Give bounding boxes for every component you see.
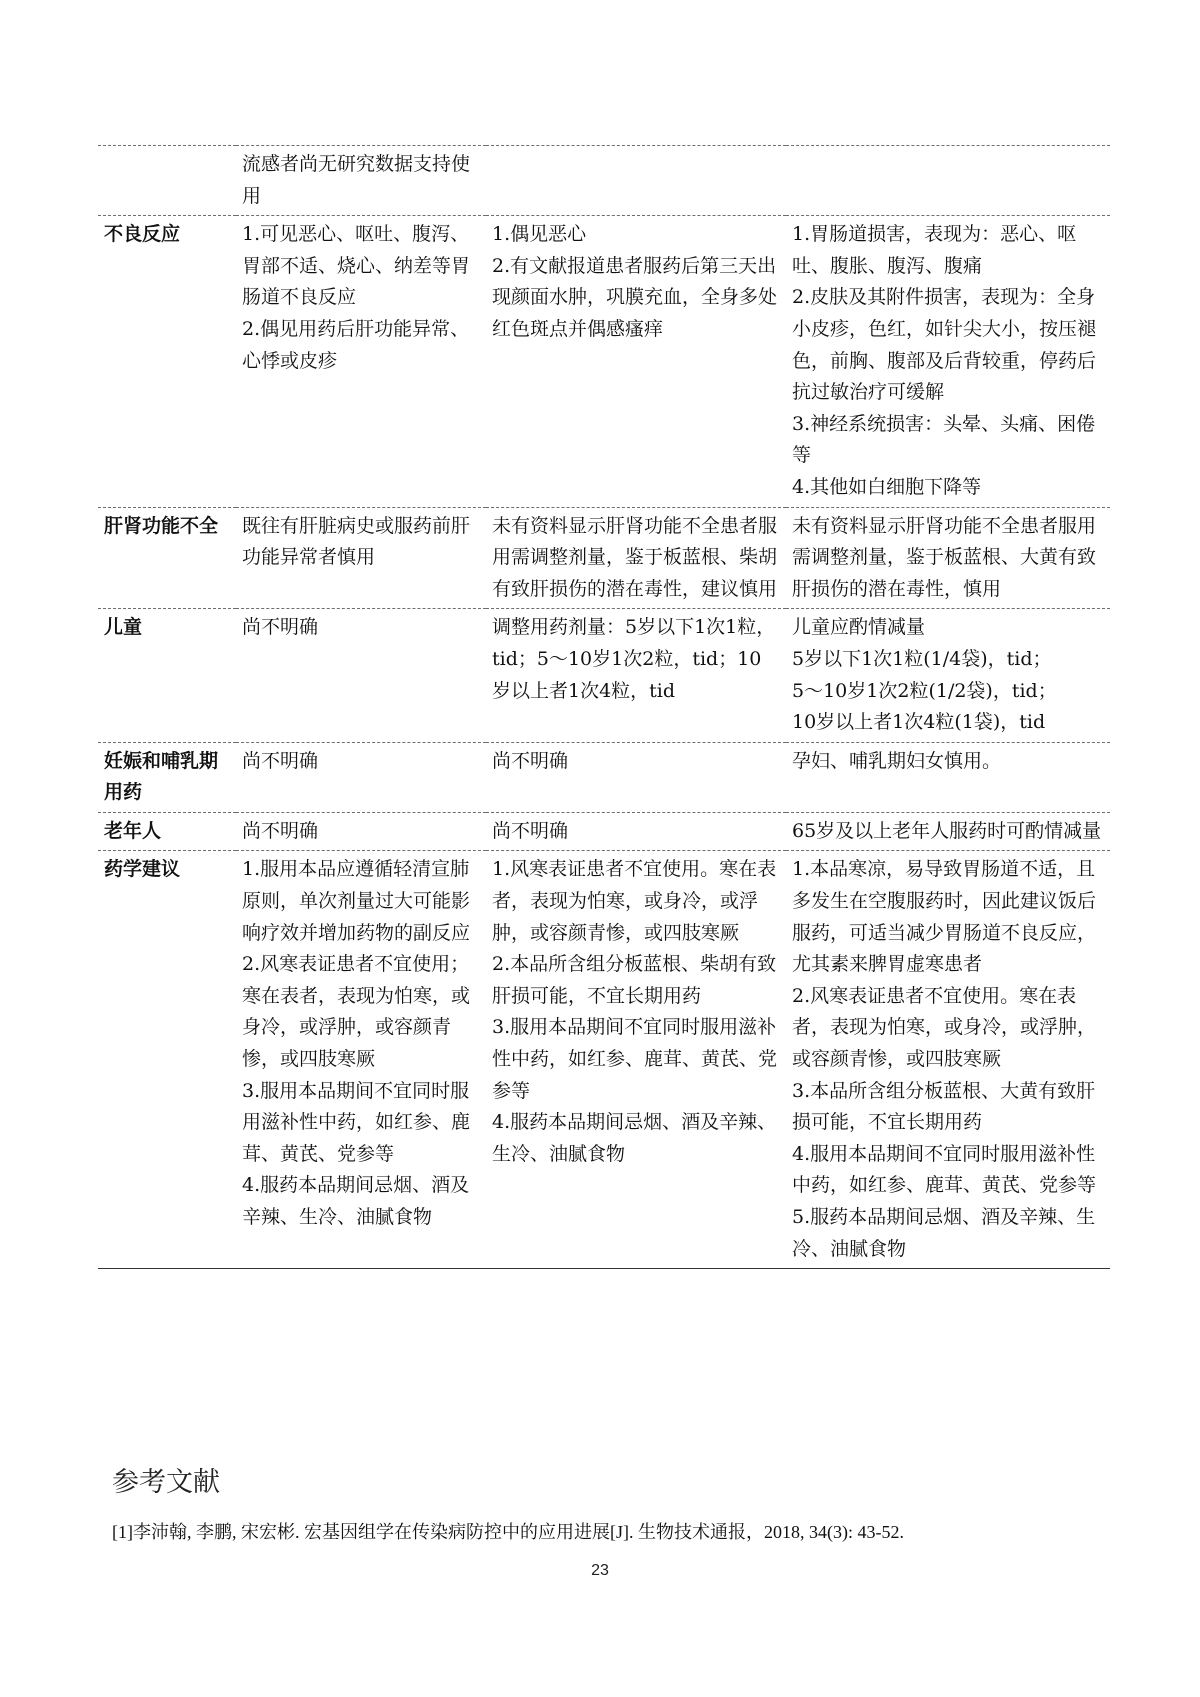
table-cell [786, 146, 1110, 216]
cell-text: 3.本品所含组分板蓝根、大黄有致肝损可能，不宜长期用药 [792, 1079, 1096, 1134]
table-cell [236, 146, 486, 216]
row-label: 儿童 [98, 609, 236, 742]
drug-comparison-table [98, 145, 1110, 1269]
table-cell [236, 507, 486, 609]
table-row [98, 609, 1110, 742]
cell-text: 3.服用本品期间不宜同时服用滋补性中药，如红参、鹿茸、黄芪、党参等 [242, 1079, 471, 1165]
cell-text: 2.偶见用药后肝功能异常、心悸或皮疹 [242, 317, 470, 372]
table-cell [236, 742, 486, 812]
cell-text: 未有资料显示肝肾功能不全患者服用需调整剂量，鉴于板蓝根、大黄有致肝损伤的潜在毒性，慎用 [792, 514, 1097, 600]
table-row [98, 742, 1110, 812]
cell-text: 1.胃肠道损害，表现为：恶心、呕吐、腹胀、腹泻、腹痛 [792, 223, 1077, 277]
cell-text: 5～10岁1次2粒(1/2袋)，tid； [792, 679, 1057, 702]
cell-text: 4.服用本品期间不宜同时服用滋补性中药，如红参、鹿茸、黄芪、党参等 [792, 1142, 1097, 1197]
reference-item: [1]李沛翰, 李鹏, 宋宏彬. 宏基因组学在传染病防控中的应用进展[J]. 生物技术通报，2018, 34(3): 43-52. [112, 1522, 904, 1542]
table-cell [786, 742, 1110, 812]
row-label: 药学建议 [98, 851, 236, 1269]
cell-text: 儿童应酌情减量 [792, 616, 926, 639]
table-cell [486, 851, 786, 1269]
table-row [98, 146, 1110, 216]
table-cell [486, 609, 786, 742]
table-cell [786, 609, 1110, 742]
cell-text: 2.风寒表证患者不宜使用；寒在表者，表现为怕寒，或身冷，或浮肿，或容颜青惨，或四肢寒厥 [242, 953, 471, 1071]
row-label: 肝肾功能不全 [98, 507, 236, 609]
cell-text: 尚不明确 [492, 749, 569, 772]
table-cell [486, 216, 786, 507]
cell-text: 既往有肝脏病史或服药前肝功能异常者慎用 [242, 514, 471, 569]
references-heading: 参考文献 [112, 1467, 220, 1498]
table-cell [486, 812, 786, 851]
table-cell [786, 851, 1110, 1269]
table-cell [236, 812, 486, 851]
cell-text: 1.偶见恶心 [492, 223, 587, 246]
cell-text: 4.服药本品期间忌烟、酒及辛辣、生冷、油腻食物 [242, 1174, 470, 1228]
cell-text: 5岁以下1次1粒(1/4袋)，tid； [792, 647, 1052, 670]
table-row [98, 507, 1110, 609]
cell-text: 2.本品所含组分板蓝根、柴胡有致肝损可能，不宜长期用药 [492, 953, 777, 1007]
cell-text: 孕妇、哺乳期妇女慎用。 [792, 749, 1002, 772]
cell-text: 65岁及以上老年人服药时可酌情减量 [792, 819, 1102, 842]
row-label: 不良反应 [98, 216, 236, 507]
cell-text: 3.神经系统损害：头晕、头痛、困倦等 [792, 412, 1096, 467]
table-cell [786, 216, 1110, 507]
cell-text: 3.服用本品期间不宜同时服用滋补性中药，如红参、鹿茸、黄芪、党参等 [492, 1016, 778, 1102]
cell-text: 1.风寒表证患者不宜使用。寒在表者，表现为怕寒，或身冷，或浮肿，或容颜青惨，或四肢寒厥 [492, 858, 777, 944]
cell-text: 2.皮肤及其附件损害，表现为：全身小皮疹，色红，如针尖大小，按压褪色，前胸、腹部及后背较重，停药后抗过敏治疗可缓解 [792, 286, 1097, 404]
row-label: 妊娠和哺乳期用药 [98, 742, 236, 812]
cell-text: 尚不明确 [242, 749, 319, 772]
cell-text: 调整用药剂量：5岁以下1次1粒，tid；5～10岁1次2粒，tid；10岁以上者1次4粒，tid [492, 616, 776, 702]
row-label: 老年人 [98, 812, 236, 851]
cell-text: 1.本品寒凉，易导致胃肠道不适，且多发生在空腹服药时，因此建议饭后服药，可适当减少胃肠道不良反应，尤其素来脾胃虚寒患者 [792, 858, 1097, 976]
page-number: 23 [591, 1562, 609, 1579]
table-cell [786, 507, 1110, 609]
row-label [98, 146, 236, 216]
table-row [98, 851, 1110, 1269]
table-cell [236, 851, 486, 1269]
cell-text: 流感者尚无研究数据支持使用 [242, 153, 471, 207]
cell-text: 尚不明确 [242, 819, 319, 842]
cell-text: 10岁以上者1次4粒(1袋)，tid [792, 711, 1046, 734]
table-row [98, 216, 1110, 507]
table-cell [786, 812, 1110, 851]
cell-text: 未有资料显示肝肾功能不全患者服用需调整剂量，鉴于板蓝根、柴胡有致肝损伤的潜在毒性，建议慎用 [492, 514, 778, 600]
cell-text: 尚不明确 [492, 819, 569, 842]
table-cell [236, 216, 486, 507]
cell-text: 4.其他如白细胞下降等 [792, 475, 982, 498]
cell-text: 4.服药本品期间忌烟、酒及辛辣、生冷、油腻食物 [492, 1111, 777, 1165]
cell-text: 1.可见恶心、呕吐、腹泻、胃部不适、烧心、纳差等胃肠道不良反应 [242, 223, 471, 309]
cell-text: 1.服用本品应遵循轻清宣肺原则，单次剂量过大可能影响疗效并增加药物的副反应 [242, 858, 471, 944]
table-cell [236, 609, 486, 742]
cell-text: 2.有文献报道患者服药后第三天出现颜面水肿，巩膜充血，全身多处红色斑点并偶感瘙痒 [492, 254, 778, 340]
table-cell [486, 742, 786, 812]
cell-text: 尚不明确 [242, 616, 319, 639]
cell-text: 5.服药本品期间忌烟、酒及辛辣、生冷、油腻食物 [792, 1206, 1096, 1260]
table-cell [486, 507, 786, 609]
table-body [98, 146, 1110, 1269]
cell-text: 2.风寒表证患者不宜使用。寒在表者，表现为怕寒，或身冷，或浮肿，或容颜青惨，或四肢寒厥 [792, 984, 1097, 1071]
table-cell [486, 146, 786, 216]
table-row [98, 812, 1110, 851]
